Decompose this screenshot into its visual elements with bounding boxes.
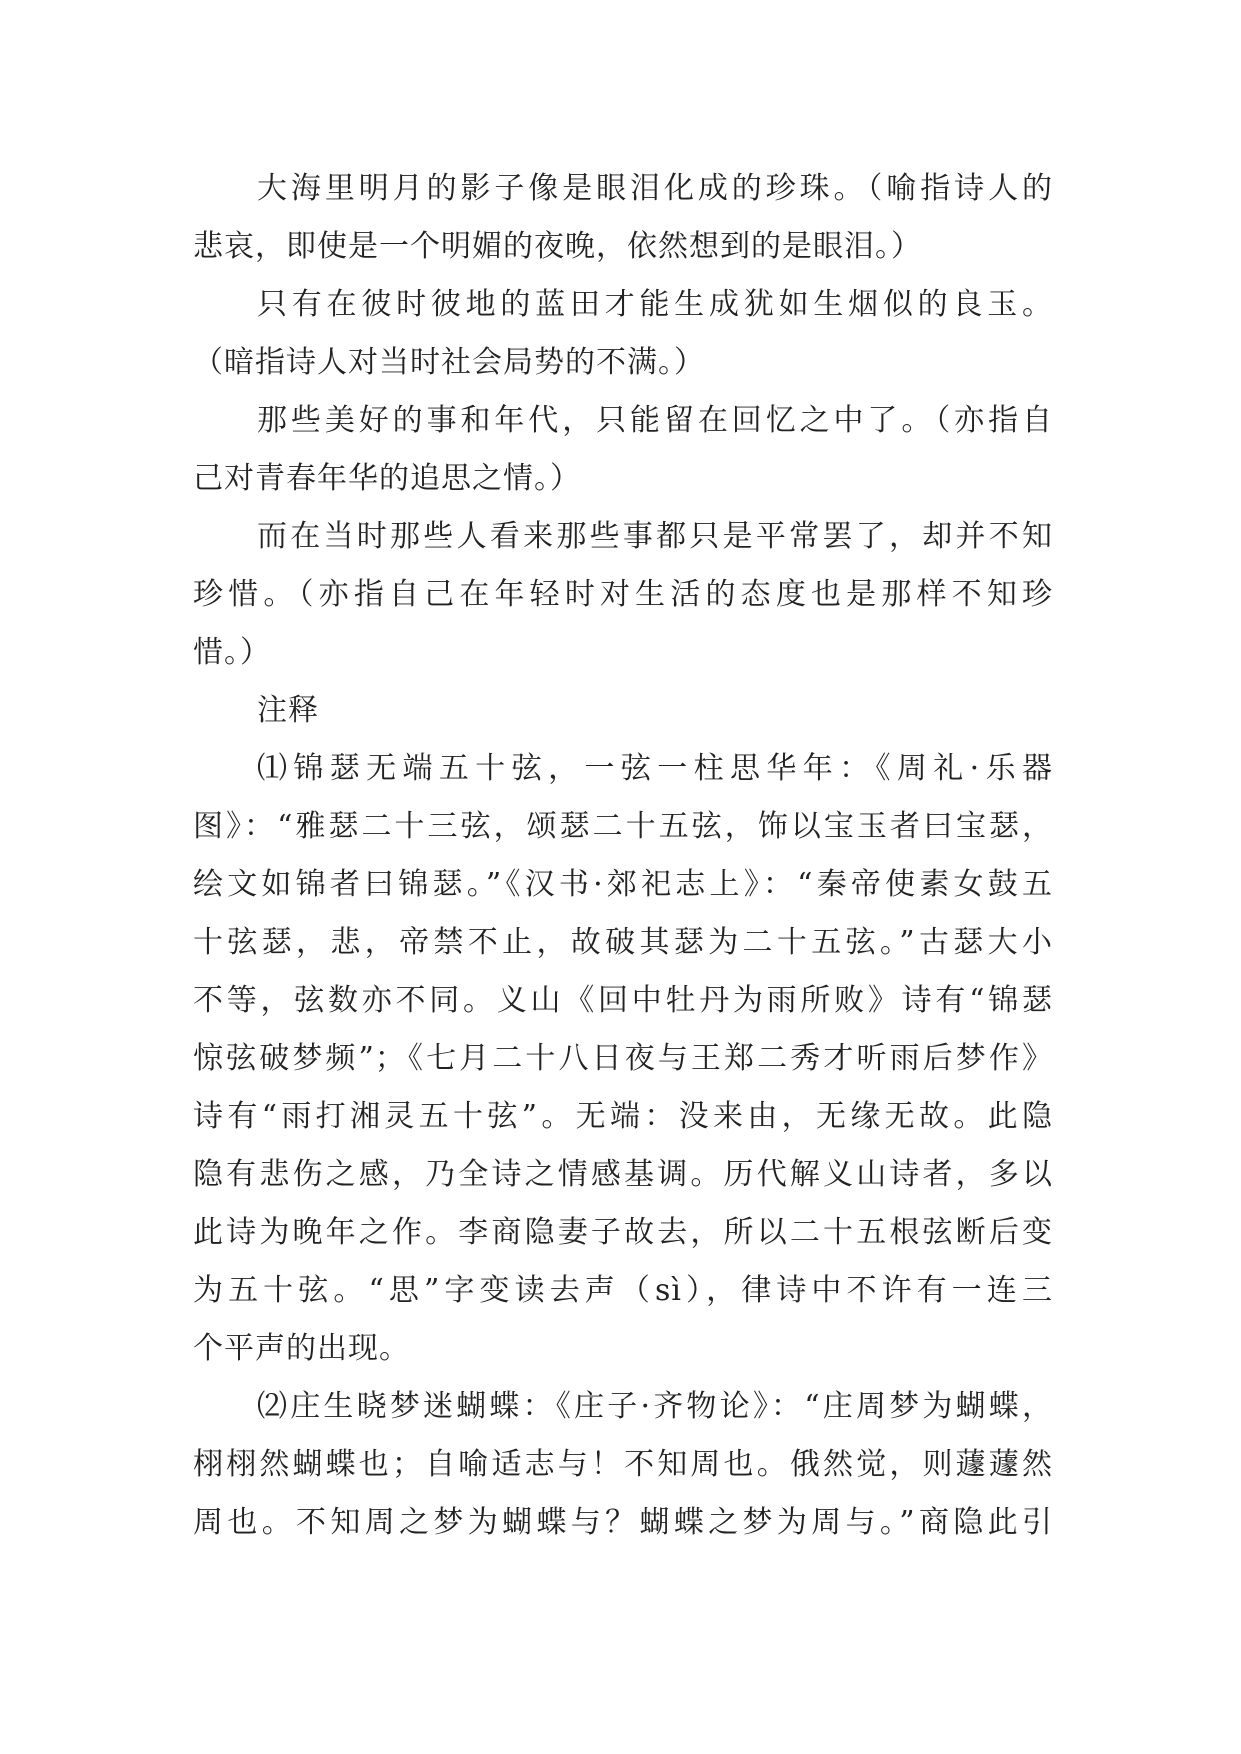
note-2-line-3: 周也。不知周之梦为蝴蝶与？蝴蝶之梦为周与。”商隐此引 [193,1505,1053,1540]
paragraph-4-line-2: 珍惜。（亦指自己在年轻时对生活的态度也是那样不知珍 [193,577,1053,612]
note-1-line-7: 诗有“雨打湘灵五十弦”。无端：没来由，无缘无故。此隐 [193,1099,1053,1134]
note-2-line-2: 栩栩然蝴蝶也；自喻适志与！不知周也。俄然觉，则蘧蘧然 [193,1447,1053,1482]
notes-heading: 注释 [257,693,319,728]
note-2-line-1: ⑵庄生晓梦迷蝴蝶：《庄子·齐物论》：“庄周梦为蝴蝶， [257,1389,1053,1424]
note-1-line-8: 隐有悲伤之感，乃全诗之情感基调。历代解义山诗者，多以 [193,1157,1053,1192]
paragraph-2-line-2: （暗指诗人对当时社会局势的不满。） [193,345,705,380]
note-1-line-6: 惊弦破梦频”；《七月二十八日夜与王郑二秀才听雨后梦作》 [193,1041,1053,1076]
paragraph-4-line-1: 而在当时那些人看来那些事都只是平常罢了，却并不知 [257,519,1053,554]
paragraph-1-line-2: 悲哀，即使是一个明媚的夜晚，依然想到的是眼泪。） [193,229,922,264]
note-1-line-1: ⑴锦瑟无端五十弦，一弦一柱思华年：《周礼·乐器 [257,751,1053,786]
paragraph-2-line-1: 只有在彼时彼地的蓝田才能生成犹如生烟似的良玉。 [257,287,1053,322]
paragraph-1-line-1: 大海里明月的影子像是眼泪化成的珍珠。（喻指诗人的 [257,171,1053,206]
note-1-line-9: 此诗为晚年之作。李商隐妻子故去，所以二十五根弦断后变 [193,1215,1053,1250]
note-1-line-4: 十弦瑟，悲，帝禁不止，故破其瑟为二十五弦。”古瑟大小 [193,925,1053,960]
document-body [193,160,1053,1552]
note-1-line-2: 图》：“雅瑟二十三弦，颂瑟二十五弦，饰以宝玉者曰宝瑟， [193,809,1053,844]
paragraph-3-line-2: 己对青春年华的追思之情。） [193,461,581,496]
paragraph-3-line-1: 那些美好的事和年代，只能留在回忆之中了。（亦指自 [257,403,1053,438]
paragraph-4-line-3: 惜。） [193,635,271,670]
note-1-line-3: 绘文如锦者曰锦瑟。”《汉书·郊祀志上》：“秦帝使素女鼓五 [193,867,1053,902]
note-1-line-10: 为五十弦。“思”字变读去声（sì），律诗中不许有一连三 [193,1273,1053,1308]
note-1-line-11: 个平声的出现。 [193,1331,410,1366]
note-1-line-5: 不等，弦数亦不同。义山《回中牡丹为雨所败》诗有“锦瑟 [193,983,1053,1018]
